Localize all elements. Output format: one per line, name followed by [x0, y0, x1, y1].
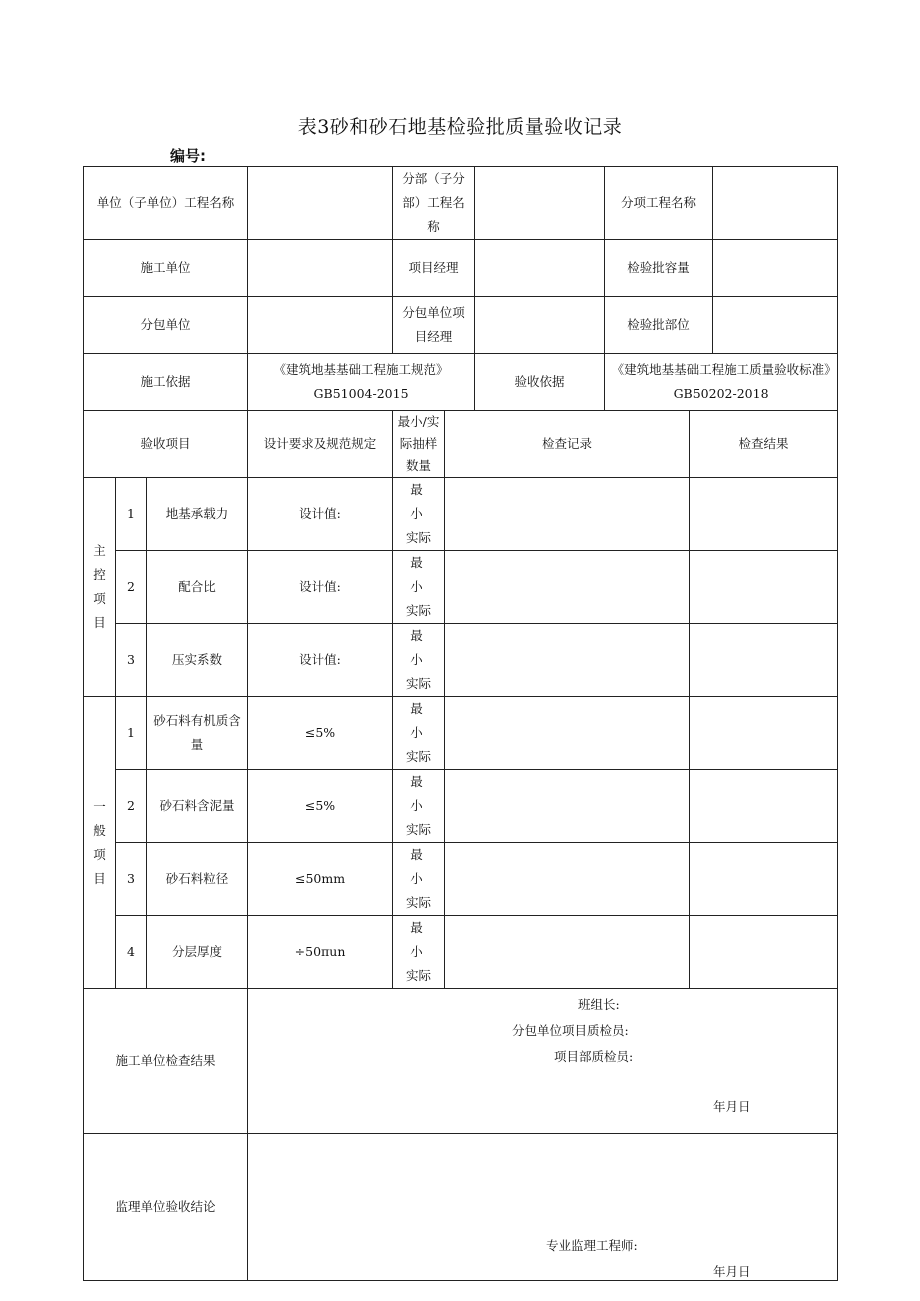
batch-capacity-value[interactable] [713, 240, 838, 297]
row-sampling[interactable] [393, 478, 445, 551]
acceptance-basis-label: 验收依据 [475, 354, 605, 411]
row-no: 2 [116, 770, 147, 843]
row-name: 砂石料有机质含量 [147, 697, 248, 770]
header-row-4 [84, 354, 838, 411]
actual-label: 实际 [406, 676, 432, 691]
row-no: 2 [116, 551, 147, 624]
table-row [84, 843, 838, 916]
min-label: 最小 [410, 555, 437, 594]
table-row [84, 916, 838, 989]
min-label: 最小 [410, 482, 437, 521]
sub-division-value[interactable] [475, 167, 605, 240]
unit-project-value[interactable] [248, 167, 393, 240]
min-label: 最小 [410, 628, 437, 667]
row-name: 砂石料含泥量 [147, 770, 248, 843]
column-header-row [84, 411, 838, 478]
supervision-label: 监理单位验收结论 [84, 1134, 248, 1281]
table-row [84, 478, 838, 551]
row-requirement: ÷50πun [248, 916, 393, 989]
min-label: 最小 [410, 920, 437, 959]
construction-basis-label: 施工依据 [84, 354, 248, 411]
construction-check-row [84, 989, 838, 1134]
sub-item-label: 分项工程名称 [605, 167, 713, 240]
row-sampling[interactable] [393, 770, 445, 843]
row-sampling[interactable] [393, 843, 445, 916]
row-name: 配合比 [147, 551, 248, 624]
row-requirement: 设计值: [248, 478, 393, 551]
row-record[interactable] [445, 843, 690, 916]
row-result[interactable] [690, 843, 838, 916]
main-group-label: 主控项目 [84, 478, 116, 697]
row-record[interactable] [445, 624, 690, 697]
subcontract-unit-value[interactable] [248, 297, 393, 354]
row-no: 4 [116, 916, 147, 989]
actual-label: 实际 [406, 822, 432, 837]
row-requirement: 设计值: [248, 624, 393, 697]
supervision-date-label: 年月日 [713, 1264, 751, 1279]
row-result[interactable] [690, 624, 838, 697]
col-record: 检查记录 [445, 411, 690, 478]
row-record[interactable] [445, 478, 690, 551]
supervision-row [84, 1134, 838, 1281]
row-result[interactable] [690, 770, 838, 843]
row-requirement: ≤50mm [248, 843, 393, 916]
batch-part-value[interactable] [713, 297, 838, 354]
actual-label: 实际 [406, 603, 432, 618]
supervision-engineer-label: 专业监理工程师: [546, 1238, 638, 1253]
supervision-area[interactable] [248, 1134, 838, 1281]
actual-label: 实际 [406, 968, 432, 983]
table-row [84, 770, 838, 843]
construction-basis-value: 《建筑地基基础工程施工规范》GB51004-2015 [248, 354, 475, 411]
row-record[interactable] [445, 551, 690, 624]
col-requirement: 设计要求及规范规定 [248, 411, 393, 478]
actual-label: 实际 [406, 895, 432, 910]
sub-item-value[interactable] [713, 167, 838, 240]
project-manager-label: 项目经理 [393, 240, 475, 297]
team-leader-label: 班组长: [578, 997, 620, 1012]
construction-check-label: 施工单位检查结果 [84, 989, 248, 1134]
col-sampling: 最小/实际抽样数量 [393, 411, 445, 478]
row-requirement: ≤5% [248, 770, 393, 843]
row-name: 砂石料粒径 [147, 843, 248, 916]
row-sampling[interactable] [393, 697, 445, 770]
row-requirement: ≤5% [248, 697, 393, 770]
row-result[interactable] [690, 551, 838, 624]
page-title: 表3砂和砂石地基检验批质量验收记录 [297, 116, 623, 138]
dept-inspector-label: 项目部质检员: [554, 1049, 634, 1064]
subcontract-pm-value[interactable] [475, 297, 605, 354]
table-row [84, 697, 838, 770]
subcontract-pm-label: 分包单位项目经理 [393, 297, 475, 354]
row-no: 1 [116, 697, 147, 770]
col-result: 检查结果 [690, 411, 838, 478]
header-row-2 [84, 240, 838, 297]
sub-inspector-label: 分包单位项目质检员: [512, 1023, 629, 1038]
row-record[interactable] [445, 697, 690, 770]
subcontract-unit-label: 分包单位 [84, 297, 248, 354]
row-sampling[interactable] [393, 551, 445, 624]
acceptance-form-table [83, 166, 838, 1281]
row-record[interactable] [445, 770, 690, 843]
row-sampling[interactable] [393, 916, 445, 989]
header-row-1 [84, 167, 838, 240]
row-result[interactable] [690, 697, 838, 770]
row-sampling[interactable] [393, 624, 445, 697]
general-group-label: 一般项目 [84, 697, 116, 989]
min-label: 最小 [410, 847, 437, 886]
min-label: 最小 [410, 701, 437, 740]
table-row [84, 624, 838, 697]
row-name: 地基承载力 [147, 478, 248, 551]
row-no: 3 [116, 624, 147, 697]
row-requirement: 设计值: [248, 551, 393, 624]
batch-part-label: 检验批部位 [605, 297, 713, 354]
construction-unit-label: 施工单位 [84, 240, 248, 297]
project-manager-value[interactable] [475, 240, 605, 297]
row-result[interactable] [690, 478, 838, 551]
acceptance-basis-value: 《建筑地基基础工程施工质量验收标准》GB50202-2018 [605, 354, 838, 411]
actual-label: 实际 [406, 749, 432, 764]
min-label: 最小 [410, 774, 437, 813]
batch-capacity-label: 检验批容量 [605, 240, 713, 297]
row-no: 1 [116, 478, 147, 551]
row-name: 压实系数 [147, 624, 248, 697]
code-label: 编号: [170, 147, 206, 165]
construction-unit-value[interactable] [248, 240, 393, 297]
sub-division-label: 分部（子分部）工程名称 [393, 167, 475, 240]
header-row-3 [84, 297, 838, 354]
actual-label: 实际 [406, 530, 432, 545]
row-name: 分层厚度 [147, 916, 248, 989]
col-item: 验收项目 [84, 411, 248, 478]
row-result[interactable] [690, 916, 838, 989]
check-date-label: 年月日 [713, 1099, 751, 1114]
row-no: 3 [116, 843, 147, 916]
construction-check-area[interactable] [248, 989, 838, 1134]
row-record[interactable] [445, 916, 690, 989]
unit-project-label: 单位（子单位）工程名称 [84, 167, 248, 240]
table-row [84, 551, 838, 624]
